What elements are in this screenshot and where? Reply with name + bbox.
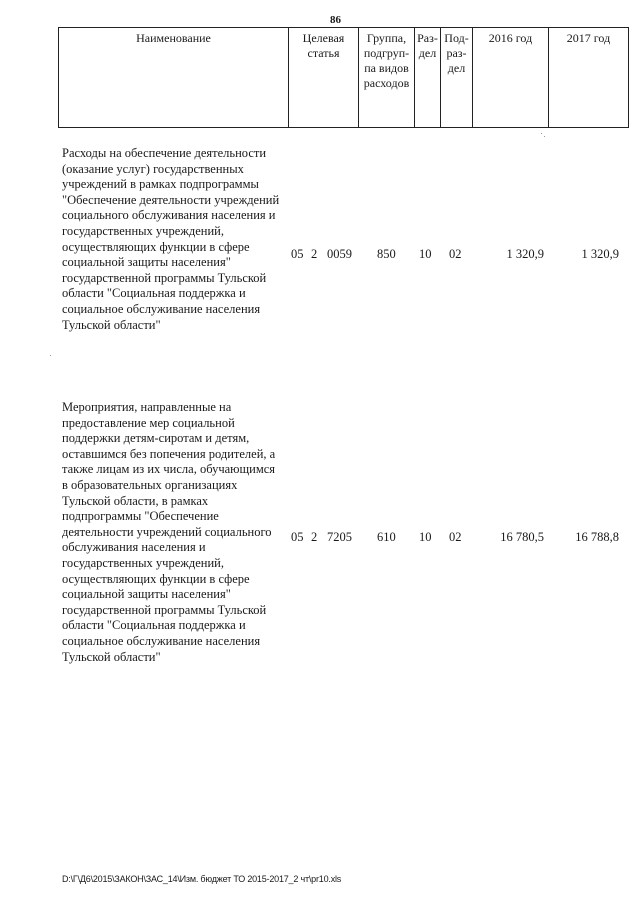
header-section: Раз-дел <box>415 28 441 128</box>
row-subsection: 02 <box>449 247 462 261</box>
table-header <box>58 27 629 128</box>
header-year-2017: 2017 год <box>549 28 629 128</box>
row-name: Мероприятия, направленные на предоставление мер социальной поддержки детям-сиротам и детям, оставшимся без попечения родителей, а также лицам из их числа, обучающимся в образовательных организациях Тульской области, в рамках подпрограммы "Обеспечение деятельности учреждений социального обслуживания населения и государственных учреждений, осуществляющих функции в сфере социальной защиты населения" государственной программы Тульской области "Социальная поддержка и социальное обслуживание населения Тульской области" <box>62 400 276 664</box>
row-amount-2017: 1 320,9 <box>581 247 619 261</box>
row-amount-2017: 16 788,8 <box>575 530 619 544</box>
row-article-program: 05 <box>291 530 304 544</box>
row-section: 10 <box>419 247 432 261</box>
row-subsection: 02 <box>449 530 462 544</box>
row-section: 10 <box>419 530 432 544</box>
file-path-footer: D:\Г\Д6\2015\ЗАКОН\ЗАС_14\Изм. бюджет ТО 2015-2017_2 чт\pr10.xls <box>62 874 342 884</box>
header-subsection: Под-раз-дел <box>441 28 473 128</box>
row-article-subprogram: 2 <box>311 530 318 544</box>
header-expense-group: Группа, подгруп-па видов расходов <box>359 28 415 128</box>
row-amount-2016: 1 320,9 <box>506 247 544 261</box>
scan-speck <box>50 355 51 356</box>
header-year-2016: 2016 год <box>473 28 549 128</box>
row-article-code: 7205 <box>327 530 352 544</box>
row-expense-group: 610 <box>377 530 396 544</box>
row-article-subprogram: 2 <box>311 247 318 261</box>
row-article-code: 0059 <box>327 247 352 261</box>
row-article-program: 05 <box>291 247 304 261</box>
page-number: 86 <box>330 14 341 26</box>
scan-speck <box>544 136 545 137</box>
header-name: Наименование <box>59 28 289 128</box>
row-expense-group: 850 <box>377 247 396 261</box>
row-amount-2016: 16 780,5 <box>500 530 544 544</box>
scan-speck <box>541 133 542 134</box>
row-name: Расходы на обеспечение деятельности (оказание услуг) государственных учреждений в рамках подпрограммы "Обеспечение деятельности учреждений социального обслуживания населения и государственных учреждений, осуществляющих функции в сфере социальной защиты населения" государственной программы Тульской области "Социальная поддержка и социальное обслуживание населения Тульской области" <box>62 146 280 332</box>
header-target-article: Целевая статья <box>289 28 359 128</box>
